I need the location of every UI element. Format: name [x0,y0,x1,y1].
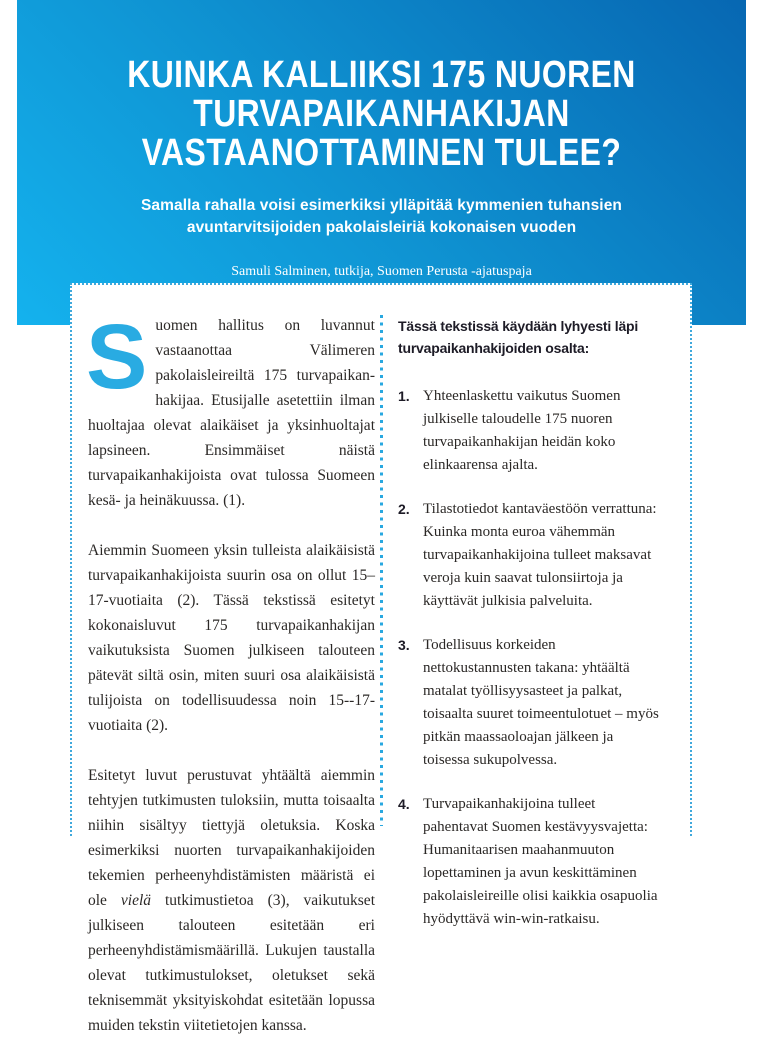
body-text: uomen hallitus on luvannut vastaanottaa Välimeren pakolaisleireiltä 175 turvapaikanhakijaa. Etusijalle asetettiin ilman huoltajaa olevat alaikäiset ja yksinhuoltajat lapsineen. Ensimmäiset näistä turvapaikanhakijoista ovat tulossa Suomeen kesä- ja heinäkuussa. (1). [88,317,375,509]
title-line-3: VASTAANOTTAMINEN TULEE? [141,132,622,174]
title-line-2: TURVAPAIKANHAKIJAN [193,93,570,135]
article-paragraphs [86,306,375,1038]
item-number: 3. [398,637,410,653]
drop-cap: S [86,306,148,408]
summary-item [398,498,662,613]
title-line-1: KUINKA KALLIIKSI 175 NUOREN [127,54,636,96]
subtitle [17,195,746,239]
article-column [86,306,375,1034]
item-text: Yhteenlaskettu vaikutus Suomen julkiselle taloudelle 175 nuoren turvapaikanhakijan heidän koko elinkaarensa ajalta. [423,388,621,473]
summary-column [398,313,662,927]
column-divider [380,315,383,826]
item-text: Tilastotiedot kantaväestöön verrattuna: Kuinka monta euroa vähemmän turvapaikanhakijoina tulleet maksavat veroja kuin saavat tulonsiirtoja ja käyttävät julkisia palveluita. [423,501,657,609]
summary-item [398,385,662,477]
summary-heading: Tässä tekstissä käydään lyhyesti läpi turvapaikanhakijoiden osalta: [398,318,639,356]
subtitle-line-1: Samalla rahalla voisi esimerkiksi ylläpitää kymmenien tuhansien [140,197,622,214]
subtitle-line-2: avuntarvitsijoiden pakolaisleiriä kokonaisen vuoden [186,219,577,236]
paragraph [86,306,375,513]
content-card [70,283,692,1034]
item-text: Turvapaikanhakijoina tulleet pahentavat Suomen kestävyysvajetta: Humanitaarisen maahanmuuton lopettaminen ja avun keskittäminen pakolaisleireille olisi kaikkia osapuolia hyödyttävä win-win-ratkaisu. [423,796,658,927]
summary-item [398,634,662,772]
body-text: Aiemmin Suomeen yksin tulleista alaikäisistä turvapaikanhakijoista suurin osa on ollut 15–17-vuotiaita (2). Tässä tekstissä esitetyt kokonaisluvut 175 turvapaikanhakijan vaikutuksista Suomen julkiseen talouteen pätevät siltä osin, miten suuri osa alaikäisistä tulijoista on todellisuudessa noin 15--17-vuotiaita (2). [88,542,375,734]
summary-list [398,385,662,931]
paragraph [88,763,375,1038]
page-title [75,56,687,173]
item-number: 2. [398,501,410,517]
body-text: tutkimustietoa (3), vaikutukset julkiseen talouteen esitetään eri perheenyhdistämismäärillä. Lukujen taustalla olevat tutkimustulokset, oletukset sekä teknisemmät yksityiskohdat esitetään lopussa muiden tekstin viitetietojen kanssa. [88,892,375,1034]
summary-item [398,793,662,931]
item-number: 4. [398,796,410,812]
header-content [17,56,746,280]
item-number: 1. [398,388,410,404]
italic-text: vielä [120,892,152,909]
header-banner [17,0,746,325]
two-column-layout [86,306,662,1034]
body-text: Esitetyt luvut perustuvat yhtäältä aiemmin tehtyjen tutkimusten tuloksiin, mutta toisaalta niihin sisältyy tiettyjä oletuksia. Koska esimerkiksi nuorten turvapaikanhakijoiden tekemien perheenyhdistämisten määristä ei ole [88,767,375,909]
paragraph [88,538,375,738]
author-byline: Samuli Salminen, tutkija, Suomen Perusta -ajatuspaja [231,264,532,279]
item-text: Todellisuus korkeiden nettokustannusten takana: yhtäältä matalat työllisyysasteet ja palkat, toisaalta suuret toimeentulotuet – myös pitkän maassaoloajan jälkeen ja toisessa sukupolvessa. [423,637,659,768]
